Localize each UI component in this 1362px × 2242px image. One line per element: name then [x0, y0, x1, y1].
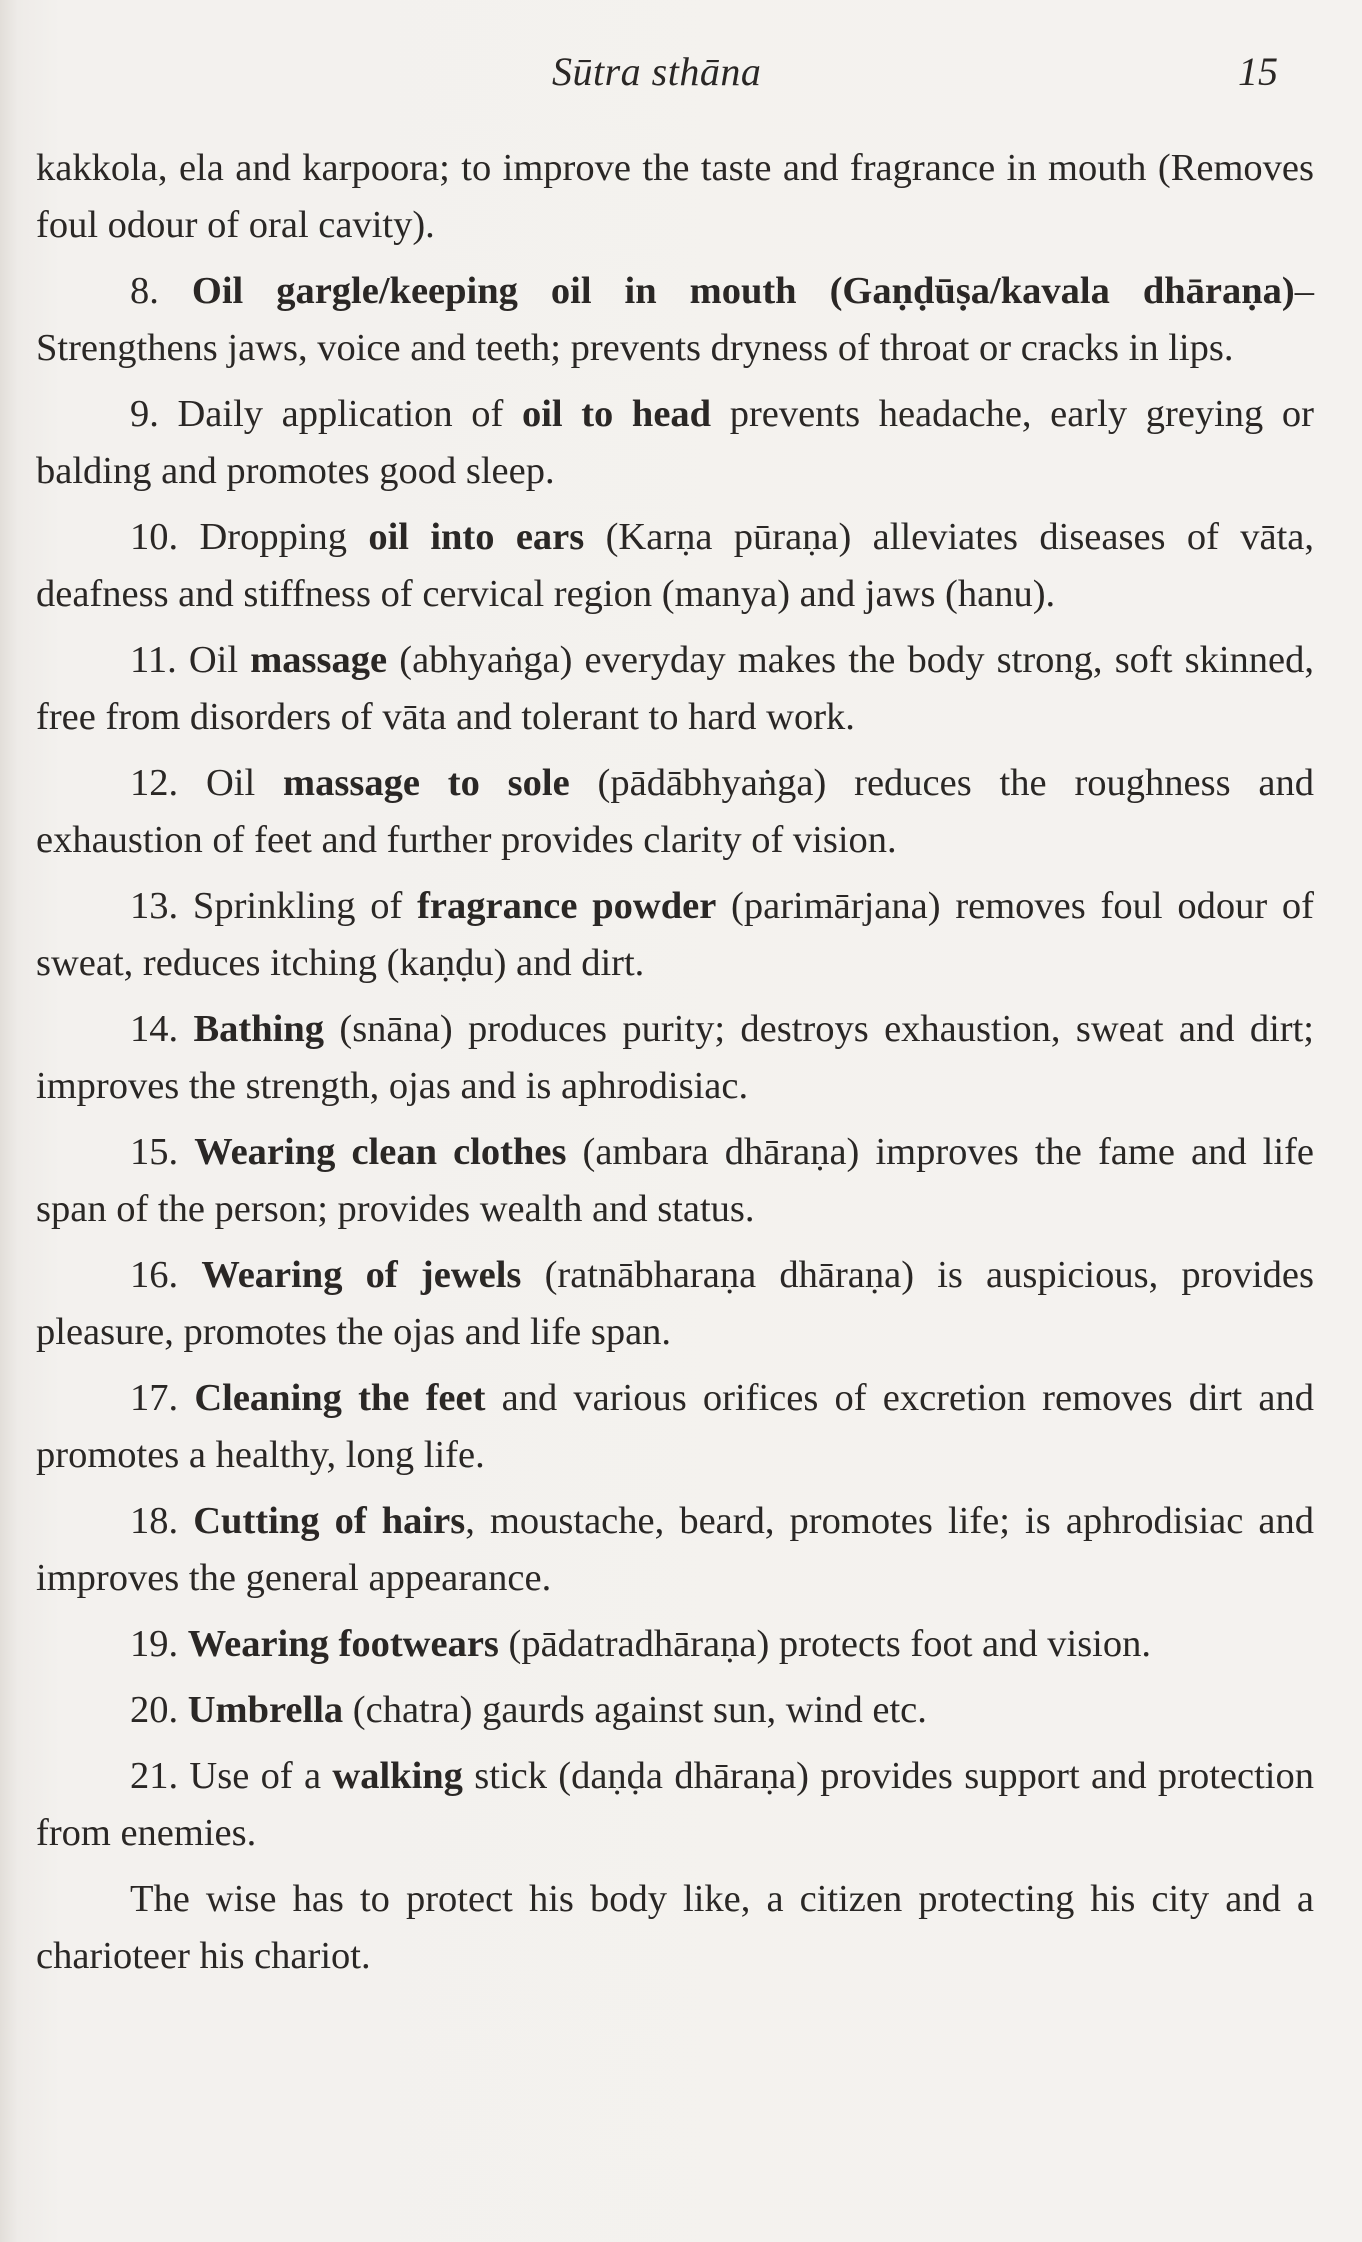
key-term: Wearing clean clothes	[194, 1131, 567, 1173]
key-term: Umbrella	[187, 1689, 344, 1731]
list-item: 8. Oil gargle/keeping oil in mouth (Gaṇḍūṣa/kavala dhāraṇa)– Strengthens jaws, voice and teeth; prevents dryness of throat or cracks in lips.	[36, 270, 1315, 369]
list-item: 16. Wearing of jewels (ratnābharaṇa dhāraṇa) is auspicious, provides pleasure, promotes the ojas and life span.	[36, 1254, 1314, 1353]
list-item: 12. Oil massage to sole (pādābhyaṅga) reduces the roughness and exhaustion of feet and further provides clarity of vision.	[36, 762, 1315, 861]
key-term: massage to sole	[283, 762, 570, 804]
list-item: 13. Sprinkling of fragrance powder (parimārjana) removes foul odour of sweat, reduces itching (kaṇḍu) and dirt.	[36, 885, 1314, 984]
key-term: fragrance powder	[417, 885, 717, 927]
page-number: 15	[1238, 49, 1278, 94]
key-term: massage	[250, 639, 388, 681]
list-item: 18. Cutting of hairs, moustache, beard, promotes life; is aphrodisiac and improves the general appearance.	[36, 1500, 1315, 1599]
list-item: 14. Bathing (snāna) produces purity; destroys exhaustion, sweat and dirt; improves the strength, ojas and is aphrodisiac.	[36, 1008, 1314, 1107]
paragraph-continuation: kakkola, ela and karpoora; to improve the taste and fragrance in mouth (Removes foul odour of oral cavity).	[36, 147, 1314, 246]
key-term: oil to head	[521, 393, 712, 435]
list-item: 21. Use of a walking stick (daṇḍa dhāraṇa) provides support and protection from enemies.	[36, 1755, 1314, 1854]
key-term: Wearing of jewels	[201, 1254, 522, 1296]
page-header	[0, 48, 1362, 98]
list-item: 11. Oil massage (abhyaṅga) everyday makes the body strong, soft skinned, free from disorders of vāta and tolerant to hard work.	[36, 639, 1314, 738]
body-text	[36, 140, 1314, 1994]
key-term: Cleaning the feet	[194, 1377, 486, 1419]
list-item: 19. Wearing footwears (pādatradhāraṇa) protects foot and vision.	[130, 1623, 1152, 1665]
list-item: 9. Daily application of oil to head prevents headache, early greying or balding and promotes good sleep.	[36, 393, 1314, 492]
list-item: 20. Umbrella (chatra) gaurds against sun, wind etc.	[130, 1689, 927, 1731]
key-term: walking	[332, 1755, 463, 1797]
list-item: 15. Wearing clean clothes (ambara dhāraṇa) improves the fame and life span of the person; provides wealth and status.	[36, 1131, 1314, 1230]
list-item: 10. Dropping oil into ears (Karṇa pūraṇa) alleviates diseases of vāta, deafness and stiffness of cervical region (manya) and jaws (hanu).	[36, 516, 1314, 615]
key-term: Bathing	[193, 1008, 325, 1050]
key-term: oil into ears	[368, 516, 585, 558]
list-item: The wise has to protect his body like, a citizen protecting his city and a charioteer his chariot.	[36, 1878, 1314, 1977]
key-term: Cutting of hairs	[193, 1500, 466, 1542]
list-item: 17. Cleaning the feet and various orifices of excretion removes dirt and promotes a healthy, long life.	[36, 1377, 1315, 1476]
key-term: Oil gargle/keeping oil in mouth (Gaṇḍūṣa/kavala dhāraṇa)	[191, 270, 1295, 312]
running-title: Sūtra sthāna	[552, 49, 762, 94]
key-term: Wearing footwears	[187, 1623, 499, 1665]
